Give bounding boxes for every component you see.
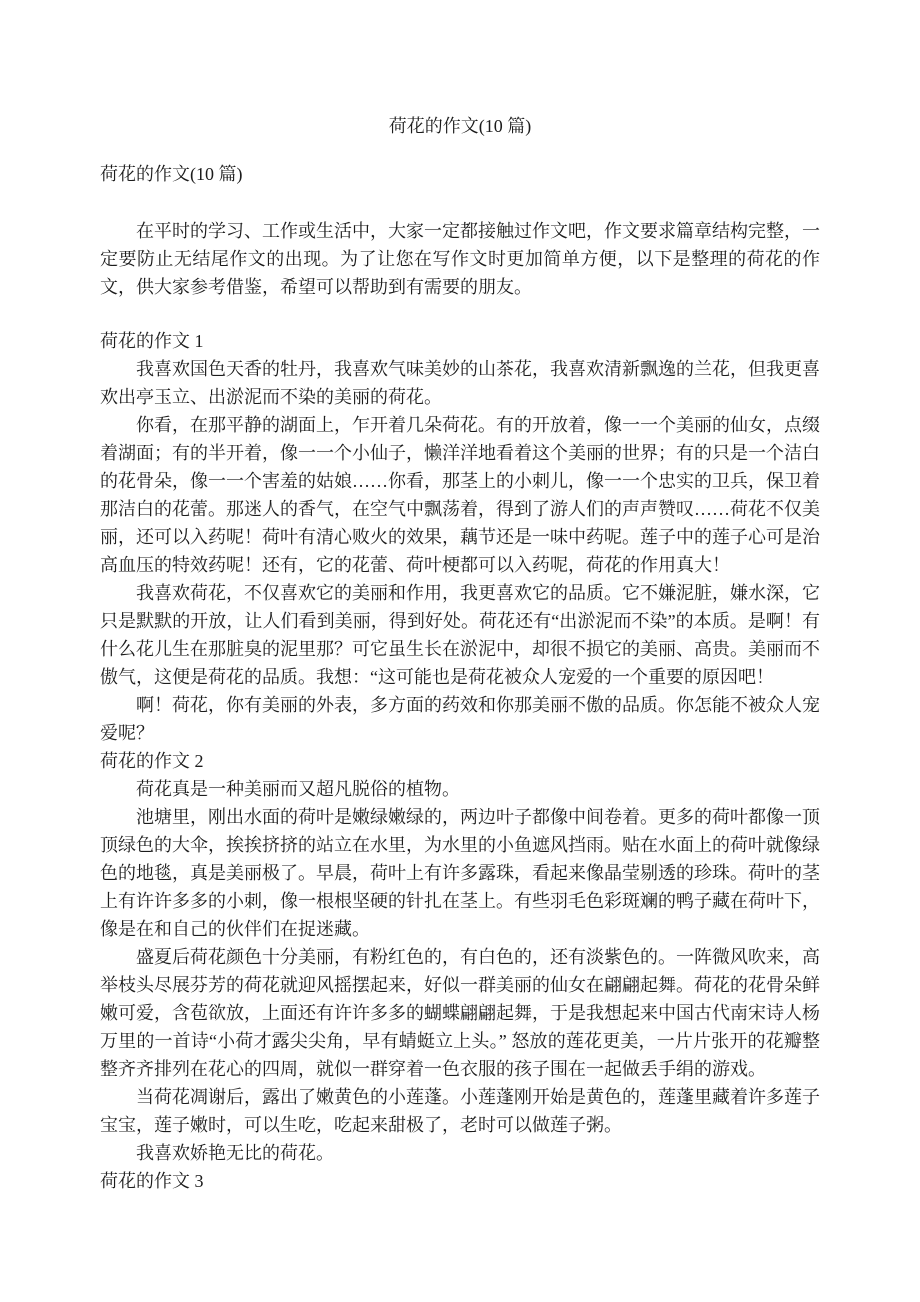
section-1-paragraph-1: 我喜欢国色天香的牡丹，我喜欢气味美妙的山茶花，我喜欢清新飘逸的兰花，但我更喜欢出亭玉立、出淤泥而不染的美丽的荷花。 (100, 359, 820, 407)
section-1-paragraph-3: 我喜欢荷花，不仅喜欢它的美丽和作用，我更喜欢它的品质。它不嫌泥脏，嫌水深，它只是默默的开放，让人们看到美丽，得到好处。荷花还有“出淤泥而不染”的本质。是啊！有什么花儿生在那脏臭的泥里那？可它虽生长在淤泥中，却很不损它的美丽、高贵。美丽而不傲气，这便是荷花的品质。我想：“这可能也是荷花被众人宠爱的一个重要的原因吧！ (100, 583, 820, 687)
document-subtitle: 荷花的作文(10 篇) (100, 164, 243, 184)
document-title: 荷花的作文(10 篇) (388, 116, 532, 136)
section-2-paragraph-5: 我喜欢娇艳无比的荷花。 (136, 1143, 334, 1163)
section-1-heading: 荷花的作文 1 (100, 331, 204, 351)
section-1-paragraph-4: 啊！荷花，你有美丽的外表，多方面的药效和你那美丽不傲的品质。你怎能不被众人宠爱呢？ (100, 695, 820, 743)
essay-section-3 (100, 1167, 820, 1195)
section-2-heading: 荷花的作文 2 (100, 751, 204, 771)
intro-paragraph: 在平时的学习、工作或生活中，大家一定都接触过作文吧，作文要求篇章结构完整，一定要防止无结尾作文的出现。为了让您在写作文时更加简单方便，以下是整理的荷花的作文，供大家参考借鉴，希望可以帮助到有需要的朋友。 (100, 221, 820, 297)
section-2-paragraph-4: 当荷花凋谢后，露出了嫩黄色的小莲蓬。小莲蓬刚开始是黄色的，莲蓬里藏着许多莲子宝宝，莲子嫩时，可以生吃，吃起来甜极了，老时可以做莲子粥。 (100, 1087, 820, 1135)
essay-section-2 (100, 747, 820, 1167)
section-2-paragraph-1: 荷花真是一种美丽而又超凡脱俗的植物。 (136, 779, 460, 799)
essay-section-1 (100, 327, 820, 747)
section-2-paragraph-2: 池塘里，刚出水面的荷叶是嫩绿嫩绿的，两边叶子都像中间卷着。更多的荷叶都像一顶顶绿色的大伞，挨挨挤挤的站立在水里，为水里的小鱼遮风挡雨。贴在水面上的荷叶就像绿色的地毯，真是美丽极了。早晨，荷叶上有许多露珠，看起来像晶莹剔透的珍珠。荷叶的茎上有许许多多的小刺，像一根根坚硬的针扎在茎上。有些羽毛色彩斑斓的鸭子藏在荷叶下，像是在和自己的伙伴们在捉迷藏。 (100, 807, 820, 939)
section-3-heading: 荷花的作文 3 (100, 1171, 204, 1191)
section-2-paragraph-3: 盛夏后荷花颜色十分美丽，有粉红色的，有白色的，还有淡紫色的。一阵微风吹来，高举枝头尽展芬芳的荷花就迎风摇摆起来，好似一群美丽的仙女在翩翩起舞。荷花的花骨朵鲜嫩可爱，含苞欲放，上面还有许许多多的蝴蝶翩翩起舞，于是我想起来中国古代南宋诗人杨万里的一首诗“小荷才露尖尖角，早有蜻蜓立上头。” 怒放的莲花更美，一片片张开的花瓣整整齐齐排列在花心的四周，就似一群穿着一色衣服的孩子围在一起做丢手绢的游戏。 (100, 947, 820, 1079)
section-1-paragraph-2: 你看，在那平静的湖面上，乍开着几朵荷花。有的开放着，像一一个美丽的仙女，点缀着湖面；有的半开着，像一一个小仙子，懒洋洋地看着这个美丽的世界；有的只是一个洁白的花骨朵，像一一个害羞的姑娘……你看，那茎上的小刺儿，像一一个忠实的卫兵，保卫着那洁白的花蕾。那迷人的香气，在空气中飘荡着，得到了游人们的声声赞叹……荷花不仅美丽，还可以入药呢！荷叶有清心败火的效果，藕节还是一味中药呢。莲子中的莲子心可是治高血压的特效药呢！还有，它的花蕾、荷叶梗都可以入药呢，荷花的作用真大！ (100, 415, 820, 575)
